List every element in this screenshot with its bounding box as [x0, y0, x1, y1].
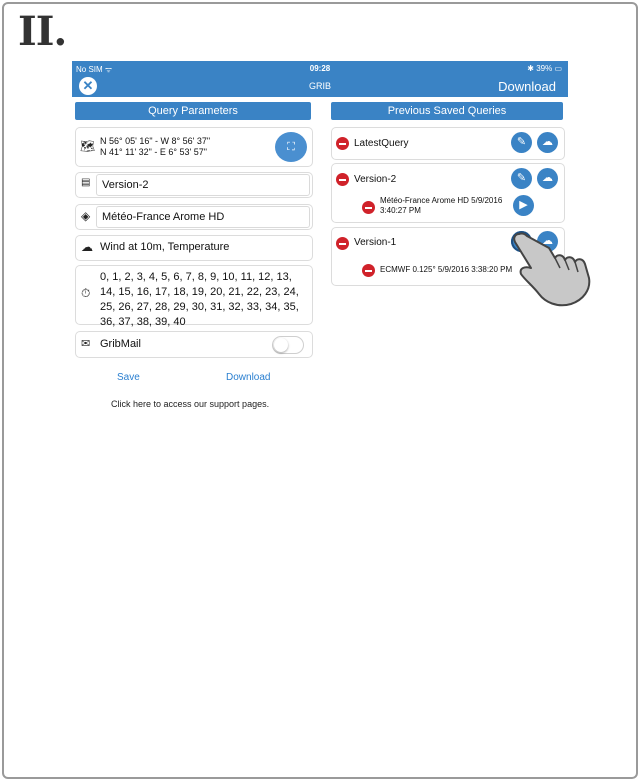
saved-query-name: Version-2: [354, 174, 397, 185]
nav-title: GRIB: [308, 81, 331, 91]
area-card[interactable]: [75, 127, 313, 167]
close-icon[interactable]: ✕: [79, 77, 97, 95]
battery-status: ✱ 39% ▭: [527, 64, 562, 73]
model-row: [75, 204, 313, 230]
download-info-line-1: Météo-France Arome HD 5/9/2016: [380, 196, 503, 205]
step-label: II.: [18, 8, 67, 55]
area-coordinates: [100, 136, 210, 158]
saved-query-item[interactable]: [331, 163, 565, 223]
layers-icon: ◈: [81, 209, 91, 223]
coords-line-2: N 41° 11' 32" - E 6° 53' 57": [100, 147, 207, 157]
toggle-knob: [274, 338, 288, 352]
stopwatch-icon: ⏱: [81, 286, 91, 300]
envelope-icon: ✉: [81, 338, 91, 350]
delete-icon[interactable]: [336, 237, 349, 250]
app-screen: [72, 61, 568, 441]
nav-download-button[interactable]: Download: [498, 79, 556, 94]
download-button[interactable]: Download: [226, 372, 271, 383]
forecast-hours-text: 0, 1, 2, 3, 4, 5, 6, 7, 8, 9, 10, 11, 12, 13, 14, 15, 16, 17, 18, 19, 20, 21, 22, 23, 24, 25, 26, 27, 28, 29, 30, 31, 32, 33, 34, 35, 36, 37, 38, 39, 40: [100, 271, 299, 328]
parameters-row[interactable]: [75, 235, 313, 261]
cloud-download-icon[interactable]: ☁: [537, 231, 558, 252]
delete-icon[interactable]: [362, 264, 375, 277]
parameters-text: Wind at 10m, Temperature: [100, 241, 230, 253]
saved-download-info: [380, 196, 502, 216]
coords-line-1: N 56° 05' 16" - W 8° 56' 37": [100, 136, 211, 146]
save-button[interactable]: Save: [117, 372, 140, 383]
saved-query-item[interactable]: [331, 127, 565, 160]
gribmail-label: GribMail: [100, 338, 141, 350]
delete-icon[interactable]: [336, 173, 349, 186]
edit-icon[interactable]: ✎: [511, 132, 532, 153]
saved-query-name: Version-1: [354, 237, 397, 248]
saved-queries-header: Previous Saved Queries: [331, 102, 563, 120]
cloud-download-icon[interactable]: ☁: [537, 168, 558, 189]
carrier-label: No SIM ᯤ: [76, 65, 113, 74]
status-time: 09:28: [309, 64, 331, 73]
gribmail-row: [75, 331, 313, 358]
query-name-field[interactable]: Version-2: [96, 174, 310, 196]
query-parameters-header: Query Parameters: [75, 102, 311, 120]
model-field[interactable]: Météo-France Arome HD: [96, 206, 310, 228]
support-link[interactable]: Click here to access our support pages.: [111, 399, 270, 409]
name-row: [75, 172, 313, 198]
saved-download-info: ECMWF 0.125° 5/9/2016 3:38:20 PM: [380, 265, 513, 274]
download-info-line-2: 3:40:27 PM: [380, 206, 421, 215]
saved-query-name: LatestQuery: [354, 138, 409, 149]
pointing-hand-icon: [507, 224, 597, 314]
play-icon[interactable]: ▶: [513, 195, 534, 216]
edit-icon[interactable]: ✎: [511, 168, 532, 189]
id-card-icon: ▤: [81, 177, 91, 188]
map-select-button[interactable]: ⛶: [275, 132, 307, 162]
cloud-icon: ☁: [81, 240, 93, 254]
cloud-download-icon[interactable]: ☁: [537, 132, 558, 153]
gribmail-toggle[interactable]: [272, 336, 304, 354]
nav-bar: [72, 75, 568, 97]
delete-icon[interactable]: [362, 201, 375, 214]
delete-icon[interactable]: [336, 137, 349, 150]
map-pin-icon: 🗺: [80, 139, 96, 153]
forecast-hours-row[interactable]: [75, 265, 313, 328]
status-bar: [72, 61, 568, 75]
